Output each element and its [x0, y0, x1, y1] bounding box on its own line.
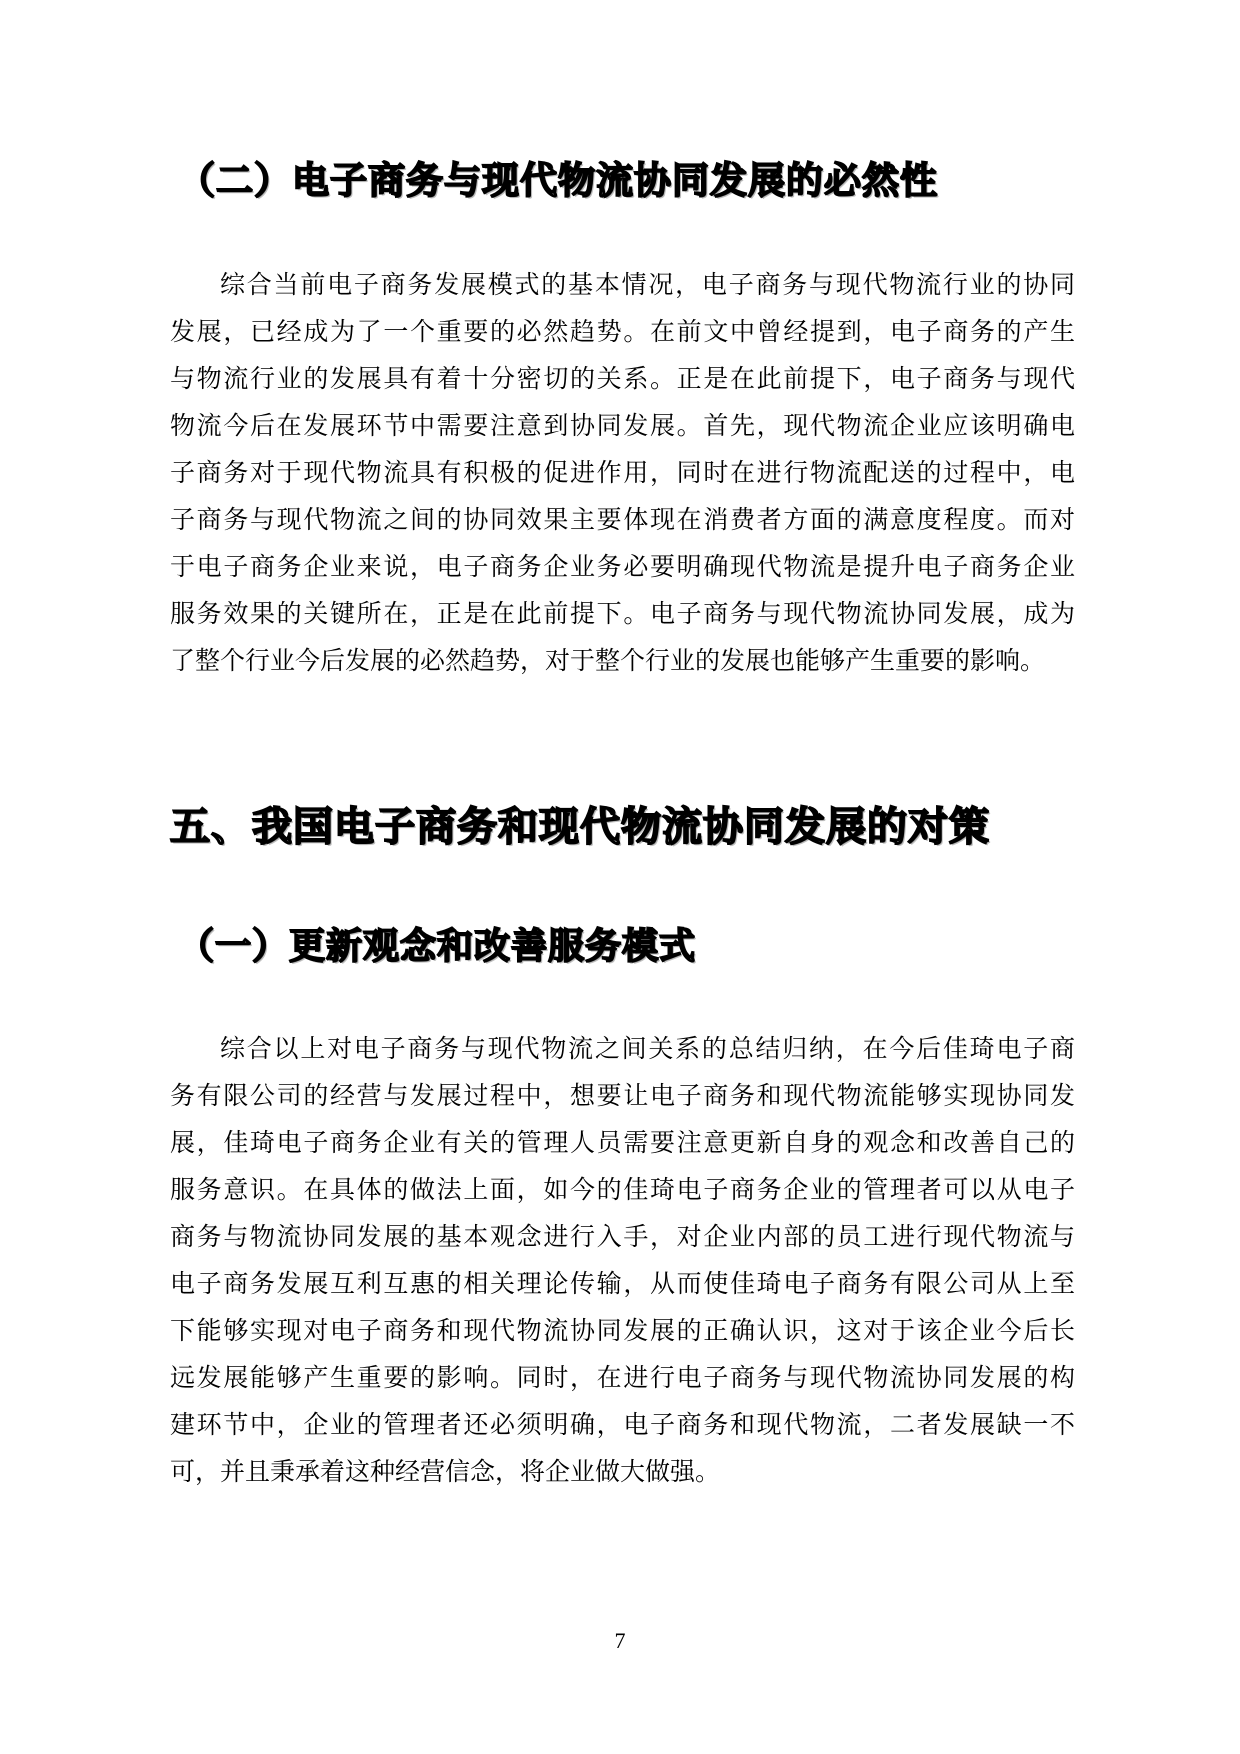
paragraph-line: 了整个行业今后发展的必然趋势，对于整个行业的发展也能够产生重要的影响。 — [170, 648, 1046, 675]
paragraph-line: 远发展能够产生重要的影响。同时，在进行电子商务与现代物流协同发展的构 — [170, 1365, 1075, 1392]
paragraph-line: 商务与物流协同发展的基本观念进行入手，对企业内部的员工进行现代物流与 — [170, 1224, 1075, 1251]
paragraph-line: 与物流行业的发展具有着十分密切的关系。正是在此前提下，电子商务与现代 — [170, 366, 1075, 393]
paragraph-2 — [170, 1026, 1075, 1496]
paragraph-line: 务有限公司的经营与发展过程中，想要让电子商务和现代物流能够实现协同发 — [170, 1083, 1075, 1110]
paragraph-line: 可，并且秉承着这种经营信念，将企业做大做强。 — [170, 1459, 721, 1486]
paragraph-line: 子商务与现代物流之间的协同效果主要体现在消费者方面的满意度程度。而对 — [170, 507, 1075, 534]
paragraph-line: 建环节中，企业的管理者还必须明确，电子商务和现代物流，二者发展缺一不 — [170, 1412, 1075, 1439]
section-heading-5-1: （一）更新观念和改善服务模式 — [178, 925, 697, 966]
page-number: 7 — [614, 1628, 626, 1653]
section-heading-5: 五、我国电子商务和现代物流协同发展的对策 — [170, 805, 990, 849]
paragraph-line: 下能够实现对电子商务和现代物流协同发展的正确认识，这对于该企业今后长 — [170, 1318, 1075, 1345]
paragraph-line: 发展，已经成为了一个重要的必然趋势。在前文中曾经提到，电子商务的产生 — [170, 319, 1075, 346]
paragraph-line: 服务意识。在具体的做法上面，如今的佳琦电子商务企业的管理者可以从电子 — [170, 1177, 1075, 1204]
paragraph-line: 展，佳琦电子商务企业有关的管理人员需要注意更新自身的观念和改善自己的 — [170, 1130, 1075, 1157]
paragraph-line: 电子商务发展互利互惠的相关理论传输，从而使佳琦电子商务有限公司从上至 — [170, 1271, 1075, 1298]
paragraph-line: 于电子商务企业来说，电子商务企业务必要明确现代物流是提升电子商务企业 — [170, 554, 1075, 581]
paragraph-1 — [170, 262, 1075, 685]
section-heading-2-2: （二）电子商务与现代物流协同发展的必然性 — [178, 160, 938, 201]
paragraph-line: 物流今后在发展环节中需要注意到协同发展。首先，现代物流企业应该明确电 — [170, 413, 1075, 440]
paragraph-line: 综合以上对电子商务与现代物流之间关系的总结归纳，在今后佳琦电子商 — [220, 1036, 1075, 1063]
paragraph-line: 服务效果的关键所在，正是在此前提下。电子商务与现代物流协同发展，成为 — [170, 601, 1075, 628]
paragraph-line: 综合当前电子商务发展模式的基本情况，电子商务与现代物流行业的协同 — [220, 272, 1075, 299]
paragraph-line: 子商务对于现代物流具有积极的促进作用，同时在进行物流配送的过程中，电 — [170, 460, 1075, 487]
